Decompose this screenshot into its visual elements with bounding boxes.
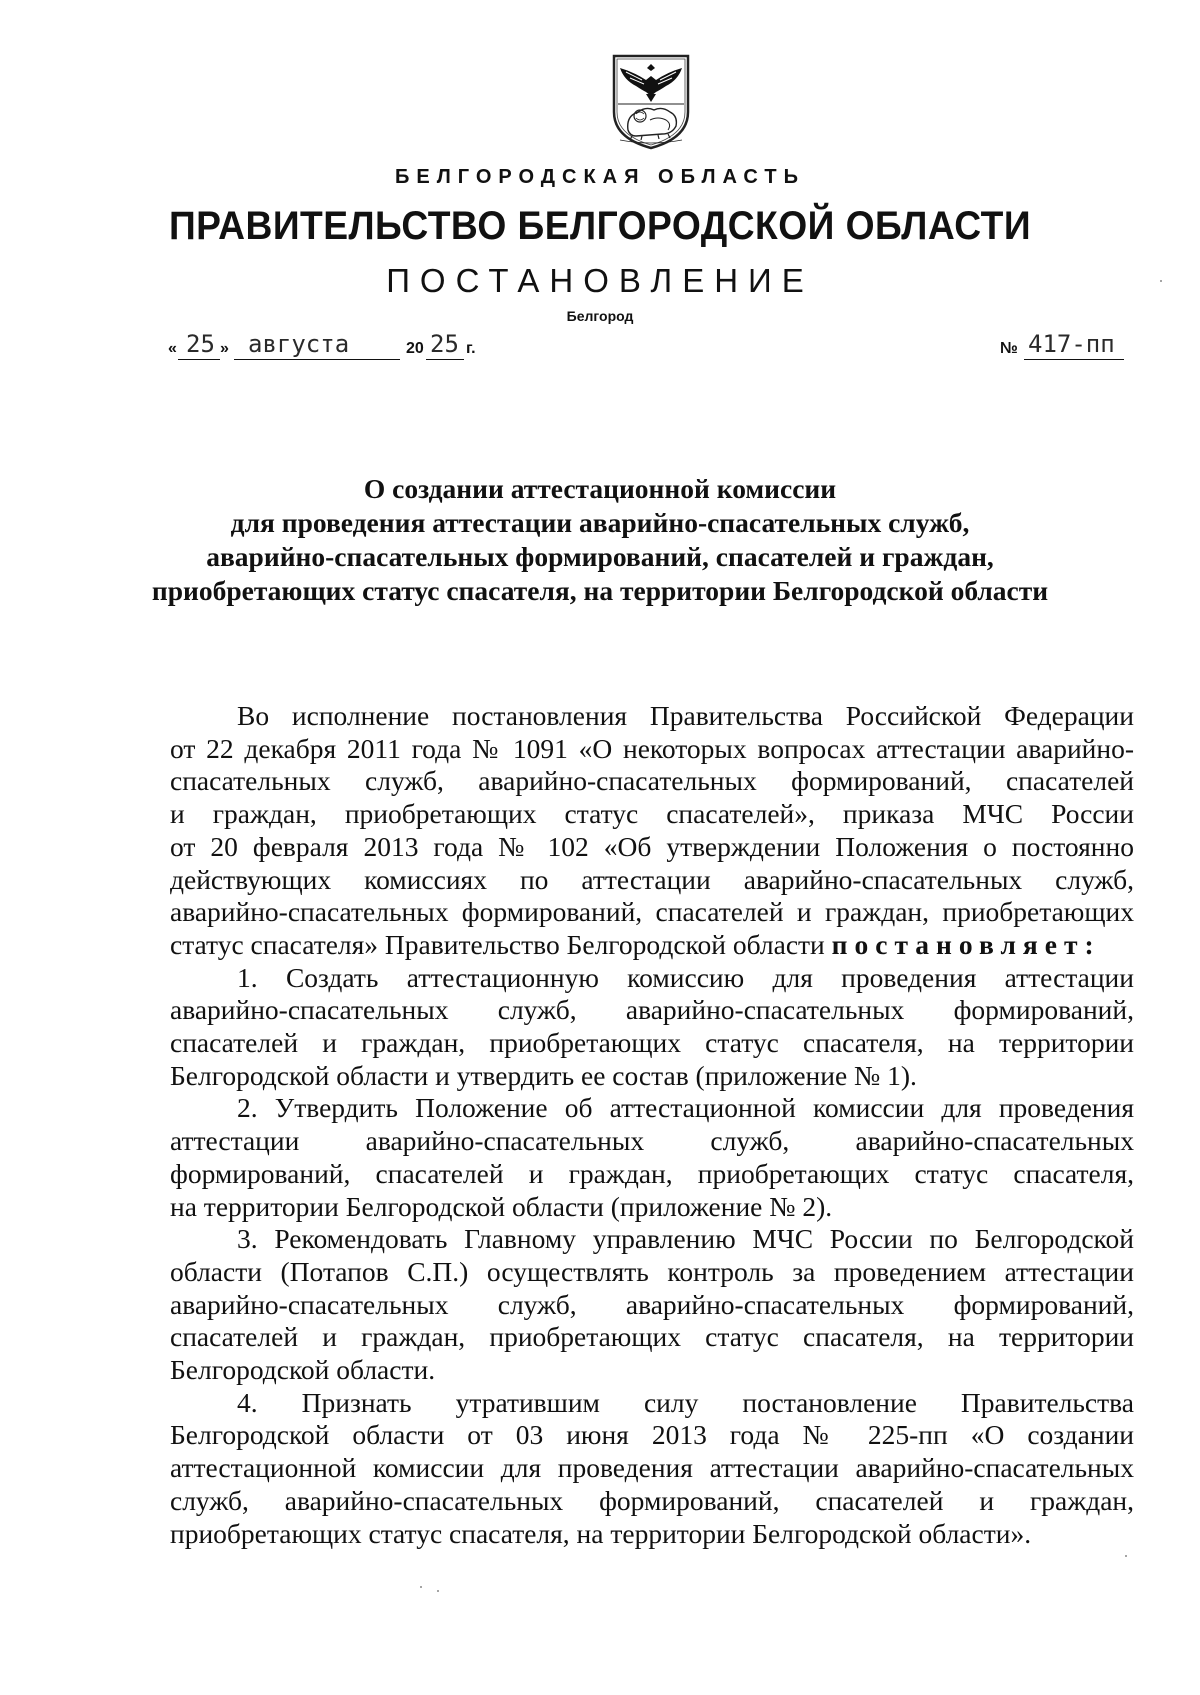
title-line: для проведения аттестации аварийно-спасательных служб,: [230, 507, 970, 538]
document-number: [1000, 330, 1130, 364]
preamble-line: спасательных служб, аварийно-спасательных формирований, спасателей: [170, 765, 1134, 797]
date-day: 25: [186, 330, 215, 358]
scan-speck: [1160, 280, 1162, 282]
item-line: аварийно-спасательных служб, аварийно-спасательных формирований,: [170, 994, 1134, 1026]
document-body: [170, 700, 1134, 1550]
government-name: ПРАВИТЕЛЬСТВО БЕЛГОРОДСКОЙ ОБЛАСТИ: [168, 204, 1032, 248]
item-line: аттестационной комиссии для проведения аттестации аварийно-спасательных: [170, 1452, 1134, 1484]
item-line: Белгородской области и утвердить ее состав (приложение № 1).: [170, 1059, 917, 1091]
coat-of-arms-emblem: [606, 50, 696, 152]
preamble-final-line: [170, 929, 1134, 962]
preamble-line: и граждан, приобретающих статус спасателей», приказа МЧС России: [170, 798, 1134, 830]
item-line: Белгородской области от 03 июня 2013 года № 225-пп «О создании: [170, 1419, 1134, 1451]
item-line: аварийно-спасательных служб, аварийно-спасательных формирований,: [170, 1288, 1134, 1320]
scan-speck: [1125, 1555, 1127, 1557]
month-underline: [234, 359, 400, 360]
document-city: Белгород: [566, 308, 634, 324]
date-year-suffix: г.: [466, 340, 476, 357]
decree-word: постановляет:: [831, 928, 1101, 960]
number-underline: [1024, 359, 1124, 360]
date-open-quote: «: [168, 340, 177, 357]
preamble-line: аварийно-спасательных формирований, спасателей и граждан, приобретающих: [170, 896, 1134, 928]
preamble-final-text: статус спасателя» Правительство Белгородской области: [170, 928, 825, 960]
region-name: БЕЛГОРОДСКАЯ ОБЛАСТЬ: [395, 166, 805, 188]
document-title: [150, 472, 1050, 608]
number-label: №: [1000, 340, 1018, 357]
title-line: аварийно-спасательных формирований, спасателей и граждан,: [206, 541, 994, 572]
preamble-line: действующих комиссиях по аттестации аварийно-спасательных служб,: [170, 863, 1134, 895]
year-underline: [426, 359, 464, 360]
item-line: служб, аварийно-спасательных формирований, спасателей и граждан,: [170, 1484, 1134, 1516]
item-line: 1. Создать аттестационную комиссию для проведения аттестации: [237, 961, 1134, 993]
title-line: приобретающих статус спасателя, на территории Белгородской области: [151, 575, 1049, 606]
date-month: августа: [248, 330, 350, 358]
date-close-quote: »: [220, 340, 229, 357]
item-line: формирований, спасателей и граждан, приобретающих статус спасателя,: [170, 1157, 1134, 1189]
item-line: на территории Белгородской области (приложение № 2).: [170, 1190, 833, 1222]
item-line: спасателей и граждан, приобретающих статус спасателя, на территории: [170, 1321, 1134, 1353]
scan-speck: [437, 1590, 439, 1592]
item-line: 3. Рекомендовать Главному управлению МЧС России по Белгородской: [237, 1223, 1134, 1255]
scan-speck: [420, 1586, 422, 1588]
date-century: 20: [406, 340, 424, 357]
preamble-line: от 20 февраля 2013 года № 102 «Об утверждении Положения о постоянно: [170, 830, 1134, 862]
day-underline: [178, 359, 220, 360]
item-1-paragraph: [170, 962, 1134, 1093]
preamble-line: от 22 декабря 2011 года № 1091 «О некоторых вопросах аттестации аварийно-: [170, 732, 1134, 764]
item-4-paragraph: [170, 1387, 1134, 1551]
item-line: 4. Признать утратившим силу постановление Правительства: [237, 1386, 1134, 1418]
item-line: спасателей и граждан, приобретающих статус спасателя, на территории: [170, 1027, 1134, 1059]
item-line: Белгородской области.: [170, 1354, 436, 1386]
item-line: области (Потапов С.П.) осуществлять контроль за проведением аттестации: [170, 1255, 1134, 1287]
document-type: ПОСТАНОВЛЕНИЕ: [386, 262, 814, 299]
date-year: 25: [430, 330, 459, 358]
item-line: 2. Утвердить Положение об аттестационной комиссии для проведения: [237, 1092, 1134, 1124]
number-value: 417-пп: [1028, 330, 1115, 358]
title-line: О создании аттестационной комиссии: [363, 473, 837, 504]
item-line: приобретающих статус спасателя, на территории Белгородской области».: [170, 1517, 1032, 1549]
item-2-paragraph: [170, 1092, 1134, 1223]
item-line: аттестации аварийно-спасательных служб, аварийно-спасательных: [170, 1125, 1134, 1157]
item-3-paragraph: [170, 1223, 1134, 1387]
preamble-paragraph: [170, 700, 1134, 962]
preamble-line: Во исполнение постановления Правительства Российской Федерации: [237, 700, 1134, 731]
